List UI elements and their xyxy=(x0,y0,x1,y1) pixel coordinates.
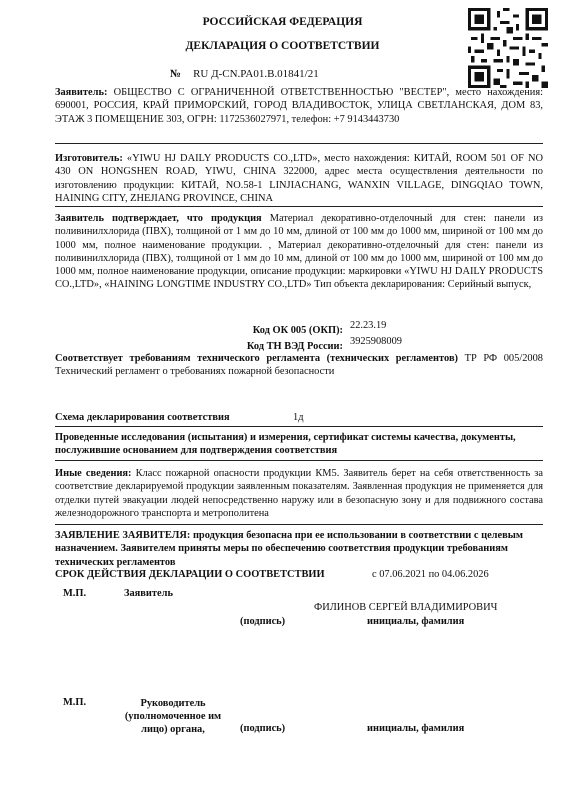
divider xyxy=(55,426,543,427)
country-title: РОССИЙСКАЯ ФЕДЕРАЦИЯ xyxy=(202,16,363,28)
document-title: ДЕКЛАРАЦИЯ О СООТВЕТСТВИИ xyxy=(185,40,380,52)
scheme-label: Схема декларирования соответствия xyxy=(55,412,230,423)
compliance-text: ТР РФ 005/2008 Технический регламент о требованиях пожарной безопасности xyxy=(55,353,543,378)
head-line-1: Руководитель xyxy=(140,698,206,709)
number-sign: № xyxy=(170,68,182,80)
statement-text: продукция безопасна при ее использовании в соответствии с целевым назначением. Заявителем приняты меры по обеспечению соответствия продукции требованиям технических регламентов xyxy=(55,530,523,568)
applicant-text: ОБЩЕСТВО С ОГРАНИЧЕННОЙ ОТВЕТСТВЕННОСТЬЮ "ВЕСТЕР", место нахождения: 690001, РОССИЯ, КРАЙ ПРИМОРСКИЙ, ГОРОД ВЛАДИВОСТОК, УЛИЦА СВЕТЛАНСКАЯ, ДОМ 83, ЭТАЖ 3 ПОМЕЩЕНИЕ 303, ОГРН: 1172536027971, телефон: +7 9143443730 xyxy=(55,87,543,125)
signer-name: ФИЛИНОВ СЕРГЕЙ ВЛАДИМИРОВИЧ xyxy=(314,602,498,613)
head-line-2: (уполномоченное им xyxy=(124,711,222,722)
tnved-label: Код ТН ВЭД России: xyxy=(246,341,343,352)
validity-value: с 07.06.2021 по 04.06.2026 xyxy=(372,569,489,580)
applicant-sign-label: Заявитель xyxy=(124,588,173,599)
other-label: Иные сведения: xyxy=(55,468,132,479)
compliance-label: Соответствует требованиям технического регламента (технических регламентов) xyxy=(55,353,459,364)
tnved-value: 3925908009 xyxy=(350,336,402,347)
divider xyxy=(55,460,543,461)
applicant-label: Заявитель: xyxy=(55,87,108,98)
product-text: Материал декоративно-отделочный для стен: панели из поливинилхлорида (ПВХ), толщиной от 1 мм до 10 мм, длиной от 100 мм до 1000 мм, шириной от 100 мм до 1000 мм, полное наименование продукции. , Материал декоративно-отделочный для стен: панели из поливинилхлорида (ПВХ), толщиной от 1 мм до 10 мм, длиной от 100 мм до 1000 мм, шириной от 100 мм до 1000 мм, полное наименование продукции, описание продукции: маркировки «YIWU HJ DAILY PRODUCTS CO.,LTD», «HAINING LONGTIME INDUSTRY CO.,LTD» Тип объекта декларирования: Серийный выпуск, xyxy=(55,213,543,291)
manufacturer-section xyxy=(55,152,543,205)
okp-value: 22.23.19 xyxy=(350,320,387,331)
compliance-section xyxy=(55,352,543,379)
manufacturer-text: «YIWU HJ DAILY PRODUCTS CO.,LTD», место нахождения: КИТАЙ, ROOM 501 OF NO 430 ON HONGSHEN ROAD, YIWU, CHINA 322000, адрес места осуществления деятельности по изготовлению продукции: КИТАЙ, NO.58-1 LINJIACHANG, WANXIN VILLAGE, DINGQIAO TOWN, HAINING CITY, ZHEJIANG PROVINCE, CHINA xyxy=(55,153,543,204)
validity-label: СРОК ДЕЙСТВИЯ ДЕКЛАРАЦИИ О СООТВЕТСТВИИ xyxy=(55,569,325,580)
scheme-value: 1д xyxy=(293,412,304,423)
divider xyxy=(55,143,543,144)
other-text: Класс пожарной опасности продукции КМ5. Заявитель берет на себя ответственность за соответствие декларируемой продукции заявленным показателям. Заявленная продукция не применяется для отделки путей эвакуации людей непосредственно наружу или в безопасную зону и для подвижного состава железнодорожного транспорта и метрополитена xyxy=(55,468,543,519)
okp-label: Код ОК 005 (ОКП): xyxy=(252,325,343,336)
applicant-section xyxy=(55,86,543,126)
initials-caption-2: инициалы, фамилия xyxy=(367,723,465,734)
stamp-place-2: М.П. xyxy=(63,697,87,708)
statement-section xyxy=(55,529,543,569)
stamp-place-1: М.П. xyxy=(63,588,87,599)
studies-label: Проведенные исследования (испытания) и измерения, сертификат системы качества, документы, послужившие основанием для подтверждения соответствия xyxy=(55,432,516,457)
divider xyxy=(55,206,543,207)
manufacturer-label: Изготовитель: xyxy=(55,153,123,164)
other-section xyxy=(55,467,543,520)
product-label: Заявитель подтверждает, что продукция xyxy=(55,213,262,224)
product-section xyxy=(55,212,543,292)
statement-label: ЗАЯВЛЕНИЕ ЗАЯВИТЕЛЯ: xyxy=(55,530,191,541)
head-line-3: лицо) органа, xyxy=(141,724,205,735)
declaration-number xyxy=(170,68,319,80)
signature-caption-2: (подпись) xyxy=(240,723,286,734)
divider xyxy=(55,524,543,525)
signature-caption-1: (подпись) xyxy=(240,616,286,627)
initials-caption-1: инициалы, фамилия xyxy=(367,616,465,627)
head-sign-label xyxy=(118,697,228,736)
number-value: RU Д-CN.PA01.B.01841/21 xyxy=(193,68,319,80)
